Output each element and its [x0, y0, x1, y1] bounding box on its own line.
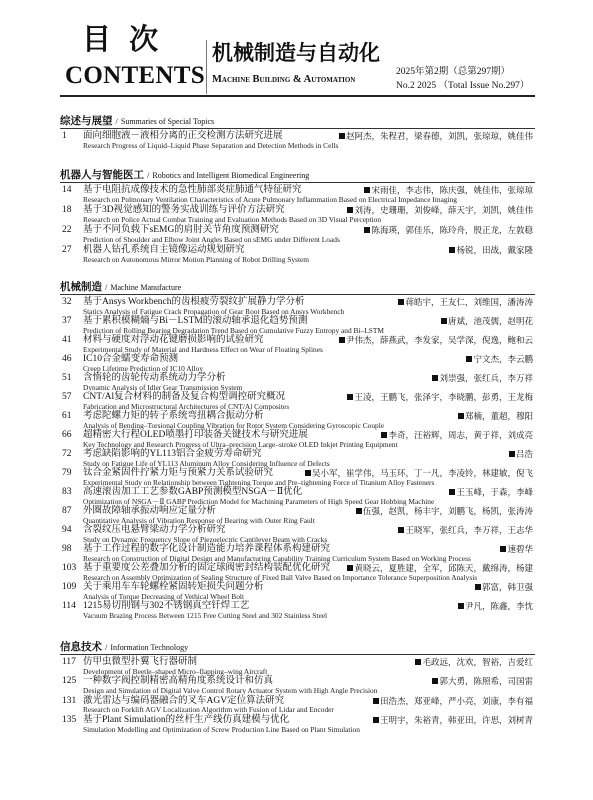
entry-authors: 赵阿杰，朱程君，梁春德，刘凯，张琼琼，姚佳伟	[345, 131, 533, 141]
section-heading	[60, 639, 535, 655]
page-number: 46	[62, 354, 72, 364]
toc-entry	[60, 316, 535, 335]
toc-entry	[60, 373, 535, 392]
entry-list	[60, 295, 535, 620]
entry-authors-block	[364, 225, 533, 236]
entry-line-cn	[60, 411, 535, 422]
author-marker-icon	[347, 207, 353, 213]
entry-title-en: Simulation Modelling and Optimization of Screw Production Line Based on Plant Simulation	[83, 724, 360, 734]
toc-entry	[60, 335, 535, 354]
entry-line-cn	[60, 563, 535, 574]
section-title-cn: 机器人与智能医工	[60, 169, 144, 181]
entry-title-en: Development of Beetle–shaped Micro–flapping–wing Aircraft	[83, 666, 268, 676]
entry-authors: 黄晓云，夏胜建，全军，邱陈天，戴绵涛，杨建	[354, 563, 533, 573]
toc-entry	[60, 131, 535, 150]
author-marker-icon	[339, 133, 345, 139]
section-title-cn: 机械制造	[60, 281, 102, 293]
issue-info-cn: 2025年第2期（总第297期）	[396, 67, 511, 77]
entry-title-en: Study on Fatigue Life of YL113 Aluminum Alloy Considering Influence of Defects	[83, 458, 330, 468]
entry-authors-block	[347, 392, 533, 403]
toc-entry	[60, 468, 535, 487]
page-number: 125	[62, 676, 77, 687]
entry-line-cn	[60, 205, 535, 216]
page-number: 18	[62, 205, 72, 215]
author-marker-icon	[449, 247, 455, 253]
entry-title-cn: 一种数字阀控制精密高精角度系统设计和仿真	[83, 676, 274, 687]
entry-authors-block	[458, 411, 533, 422]
entry-title-en: Creep Lifetime Prediction of IC10 Alloy	[83, 363, 204, 373]
entry-authors-block	[339, 131, 533, 142]
entry-line-cn	[60, 373, 535, 384]
entry-title-en: Research on Construction of Digital Design and Manufacturing Capability Training Curriculum System Based on Working Process	[83, 553, 471, 563]
entry-line-cn	[60, 354, 535, 365]
entry-title-cn: 激光雷达与编码器融合的叉车AGV定位算法研究	[83, 695, 285, 706]
author-marker-icon	[432, 678, 438, 684]
page-number: 61	[62, 411, 72, 421]
toc-entry	[60, 411, 535, 430]
toc-entry	[60, 487, 535, 506]
entry-title-cn: 关于乘用车车轮螺栓紧固转矩损失问题分析	[83, 582, 264, 592]
author-marker-icon	[458, 413, 464, 419]
section-heading	[60, 113, 535, 129]
toc-section	[60, 113, 535, 150]
entry-title-cn: 材料与硬度对浮动花键磨损影响的试验研究	[83, 335, 264, 345]
entry-title-en: Design and Simulation of Digital Valve Control Rotary Actuator System with High Angle Precision	[83, 685, 378, 695]
section-separator: /	[105, 642, 108, 652]
entry-line-cn	[60, 335, 535, 346]
entry-authors-block	[449, 245, 533, 256]
entry-authors: 刘涛，史珊珊，刘俊峰，薛天宇，刘凯，姚佳伟	[354, 205, 533, 215]
page-number: 117	[62, 657, 76, 667]
entry-authors: 王明宇，朱裕青，韩亚田，许思，刘树青	[379, 715, 533, 726]
entry-title-en: Research on Pulmonary Ventilation Characteristics of Acute Pulmonary Inflammation Based on Electrical Impedance Imaging	[83, 194, 458, 204]
entry-title-en: Statics Analysis of Fatigue Crack Propagation of Gear Root Based on Ansys Workbench	[83, 306, 345, 316]
entry-title-en: Research Progress of Liquid–Liquid Phase Separation and Detection Methods in Cells	[83, 140, 339, 150]
entry-authors: 李奇，汪裕辉，周志，黄于祥，刘成亮	[388, 430, 533, 440]
author-marker-icon	[381, 432, 387, 438]
author-marker-icon	[356, 508, 362, 514]
entry-line-cn	[60, 449, 535, 460]
entry-line-cn	[60, 525, 535, 536]
toc-entry	[60, 225, 535, 245]
page-number: 41	[62, 335, 72, 345]
page-number: 51	[62, 373, 72, 383]
entry-authors: 郭大勇，陈照希，司国雷	[439, 676, 533, 687]
entry-authors: 陈海瑛，郭佳乐，陈玲舟，殷正龙，左敦稳	[371, 225, 533, 235]
toc-entry	[60, 506, 535, 525]
entry-line-cn	[60, 245, 535, 256]
page-number: 135	[62, 715, 77, 726]
author-marker-icon	[364, 187, 370, 193]
entry-title-cn: 面向细胞液－液相分离的正交检测方法研究进展	[83, 131, 283, 141]
entry-title-cn: 超精密大行程OLED喷墨打印装备关键技术与研究进展	[83, 430, 308, 440]
section-separator: /	[105, 282, 108, 292]
entry-line-cn	[60, 582, 535, 593]
entry-line-cn	[60, 392, 535, 403]
entry-authors: 吕浩	[515, 449, 533, 459]
toc-entry	[60, 676, 535, 695]
entry-title-en: Analysis of Torque Decreasing of Vethical Wheel Bolt	[83, 591, 245, 601]
page-number: 32	[62, 297, 72, 307]
author-marker-icon	[373, 717, 379, 723]
entry-authors-block	[458, 601, 533, 612]
toc-entry	[60, 185, 535, 205]
entry-authors-block	[398, 525, 533, 536]
page-number: 22	[62, 225, 72, 235]
entry-authors-block	[347, 563, 533, 574]
section-title-en: Machine Manufacture	[110, 283, 182, 292]
toc-entry	[60, 354, 535, 373]
entry-list	[60, 183, 535, 265]
page-number: 83	[62, 487, 72, 497]
author-marker-icon	[347, 394, 353, 400]
section-title-en: Information Technology	[110, 643, 189, 652]
section-separator: /	[147, 170, 150, 180]
journal-name-cn: 机械制造与自动化	[212, 41, 380, 65]
author-marker-icon	[449, 489, 455, 495]
toc-entry	[60, 297, 535, 316]
entry-authors: 田浩杰，郑亚峰，严小亮，刘康，李有福	[379, 695, 533, 706]
entry-title-cn: 基于Plant Simulation的丝杆生产线仿真建模与优化	[83, 715, 290, 726]
entry-title-cn: 基于工作过程的数字化设计制造能力培养课程体系构建研究	[83, 544, 331, 554]
entry-line-cn	[60, 601, 535, 612]
page-number: 98	[62, 544, 72, 554]
entry-title-cn: 考虑缺陷影响的YL113铝合金疲劳寿命研究	[83, 449, 262, 459]
entry-line-cn	[60, 430, 535, 441]
entry-authors: 王晓军，张红兵，李万祥，王志华	[405, 525, 533, 535]
entry-authors-block	[347, 205, 533, 216]
toc-entry	[60, 544, 535, 563]
toc-section	[60, 279, 535, 620]
toc-entry	[60, 582, 535, 601]
page-number: 1	[62, 131, 67, 141]
author-marker-icon	[441, 318, 447, 324]
page-number: 94	[62, 525, 72, 535]
entry-authors: 王凌，王鹏飞，张泽宇，李晓鹏，彭勇，王龙梅	[354, 392, 533, 402]
author-marker-icon	[509, 451, 515, 457]
entry-authors: 宁文杰，李云鹏	[473, 354, 533, 364]
entry-authors-block	[305, 468, 533, 479]
entry-line-cn	[60, 715, 535, 726]
entry-title-en: Study on Dynamic Frequency Slope of Piezoelectric Cantilever Beam with Cracks	[83, 534, 328, 544]
page-number: 109	[62, 582, 77, 592]
entry-authors-block	[475, 582, 533, 593]
entry-title-en: Quantitative Analysis of Vibration Response of Bearing with Outer Ring Fault	[83, 515, 315, 525]
entry-line-cn	[60, 225, 535, 236]
entry-line-cn	[60, 487, 535, 498]
entry-title-cn: 基于不同负载下sEMG的肩肘关节角度预测研究	[83, 225, 279, 235]
entry-title-en: Research on Forklift AGV Localization Algorithm with Fusion of Lidar and Encoder	[83, 705, 334, 715]
page-number: 87	[62, 506, 72, 516]
entry-line-cn	[60, 676, 535, 687]
page-number: 114	[62, 601, 76, 611]
author-marker-icon	[305, 470, 311, 476]
page-number: 14	[62, 185, 72, 195]
author-marker-icon	[339, 337, 345, 343]
entry-authors-block	[432, 373, 533, 384]
author-marker-icon	[398, 527, 404, 533]
toc-entry	[60, 392, 535, 411]
entry-line-cn	[60, 506, 535, 517]
entry-title-cn: 机器人钻孔系统自主镜像运动规划研究	[83, 245, 245, 255]
entry-title-cn: 基于Ansys Workbench的齿根疲劳裂纹扩展静力学分析	[83, 297, 305, 307]
section-title-en: Summaries of Special Topics	[120, 117, 215, 126]
entry-authors-block	[381, 430, 533, 441]
entry-title-en: Prediction of Shoulder and Elbow Joint Angles Based on sEMG under Different Loads	[83, 234, 340, 244]
entry-authors: 毛政远，沈欢，智裕，吉爱红	[422, 657, 533, 667]
entry-authors-block	[432, 676, 533, 687]
entry-authors-block	[373, 696, 533, 707]
entry-authors-block	[466, 354, 533, 365]
author-marker-icon	[432, 375, 438, 381]
entry-authors: 杨锐，田战，戴家隆	[456, 245, 533, 255]
entry-authors: 尹伟杰，薛燕武，李发家，吴学深，倪逸，鲍和云	[345, 335, 533, 345]
author-marker-icon	[398, 299, 404, 305]
entry-title-cn: CNT/Al复合材料的制备及复合构型调控研究概况	[83, 392, 286, 402]
author-marker-icon	[415, 659, 421, 665]
section-title-cn: 综述与展望	[60, 115, 113, 127]
author-marker-icon	[475, 584, 481, 590]
toc-entry	[60, 449, 535, 468]
author-marker-icon	[373, 698, 379, 704]
page-number: 79	[62, 468, 72, 478]
toc-entry	[60, 657, 535, 676]
entry-authors: 唐斌，池茂儒，赵明花	[447, 316, 533, 326]
entry-title-en: Optimization of NSGA－Ⅱ GABP Prediction Model for Machining Parameters of High Speed Gear Hobbing Machine	[83, 496, 435, 506]
entry-list	[60, 129, 535, 150]
entry-authors-block	[449, 487, 533, 498]
entry-authors: 郭富，韩卫强	[481, 582, 533, 592]
page-number: 103	[62, 563, 77, 573]
entry-line-cn	[60, 297, 535, 308]
entry-title-cn: 1215易切削钢与302不锈钢真空钎焊工艺	[83, 601, 250, 611]
toc-entry	[60, 205, 535, 225]
toc-entry	[60, 715, 535, 734]
page-number: 37	[62, 316, 72, 326]
entry-line-cn	[60, 468, 535, 479]
section-separator: /	[115, 116, 118, 126]
entry-authors: 宋雨佳，李志伟，陈庆强，姚佳伟，张琼琼	[371, 185, 533, 195]
entry-line-cn	[60, 696, 535, 707]
page-number: 27	[62, 245, 72, 255]
entry-title-cn: 高速滚齿加工工艺参数GABP预测模型NSGA－Ⅱ优化	[83, 487, 303, 497]
toc-entry	[60, 245, 535, 265]
entry-list	[60, 655, 535, 735]
entry-authors: 郑楠，董超，穆阳	[464, 411, 533, 421]
author-marker-icon	[347, 565, 353, 571]
entry-line-cn	[60, 544, 535, 555]
page-number: 66	[62, 430, 72, 440]
entry-authors: 伍强，赵凯，杨丰宇，刘鹏飞，杨凯，张涛涛	[362, 506, 533, 516]
entry-title-cn: 考虑陀螺力矩的转子系统弯扭耦合振动分析	[83, 411, 264, 421]
entry-authors-block	[441, 316, 533, 327]
toc-entry	[60, 696, 535, 715]
entry-title-cn: 含裂纹压电悬臂梁动力学分析研究	[83, 525, 226, 535]
entry-line-cn	[60, 131, 535, 142]
toc-entry	[60, 430, 535, 449]
entry-authors: 速碧华	[507, 544, 533, 554]
issue-info-en: No.2 2025 （Total Issue No.297）	[396, 81, 530, 91]
entry-authors: 尹凡，陈鑫，李忱	[464, 601, 533, 611]
entry-authors: 刘崇强，张红兵，李万祥	[439, 373, 533, 383]
page-number: 72	[62, 449, 72, 459]
entry-title-en: Vacuum Brazing Process Between 1215 Free Cutting Steel and 302 Stainless Steel	[83, 610, 328, 620]
author-marker-icon	[466, 356, 472, 362]
entry-title-cn: 基于电阻抗成像技术的急性肺部炎症肺通气特征研究	[83, 185, 302, 195]
section-title-cn: 信息技术	[60, 641, 102, 653]
toc-entry	[60, 525, 535, 544]
entry-line-cn	[60, 657, 535, 668]
entry-authors-block	[500, 544, 533, 555]
section-heading	[60, 279, 535, 295]
entry-title-en: Research on Police Actual Combat Training and Evaluation Methods Based on 3D Visual Perception	[83, 214, 382, 224]
entry-title-en: Research on Autonomous Mirror Motion Planning of Robot Drilling System	[83, 254, 310, 264]
entry-title-en: Prediction of Rolling Bearing Degradation Trend Based on Cumulative Fuzzy Entropy and Bi–LSTM	[83, 325, 384, 335]
entry-authors-block	[509, 449, 533, 460]
entry-title-en: Fabrication and Microstructural Architectures of CNT/Al Composites	[83, 401, 290, 411]
author-marker-icon	[364, 227, 370, 233]
contents-title-en: CONTENTS	[65, 62, 205, 89]
author-marker-icon	[500, 546, 506, 552]
section-heading	[60, 167, 535, 183]
entry-title-cn: 基于累积模糊熵与Bi－LSTM的滚动轴承退化趋势预测	[83, 316, 308, 326]
entry-title-cn: 基于重要度公差叠加分析的固定球阀密封结构装配优化研究	[83, 563, 331, 573]
entry-title-cn: 基于3D视觉感知的警务实战训练与评价方法研究	[83, 205, 285, 215]
entry-authors-block	[339, 335, 533, 346]
entry-authors: 蒋皓宇，王友仁，刘维国，潘涛涛	[405, 297, 533, 307]
entry-title-cn: 仿甲虫微型扑翼飞行器研制	[83, 657, 198, 667]
entry-title-cn: IC10合金蠕变寿命预测	[83, 354, 179, 364]
toc-entry	[60, 563, 535, 582]
entry-title-en: Key Technology and Research Progress of Ultra–precision Large–stroke OLED Inkjet Printing Equipment	[83, 439, 398, 449]
page-number: 131	[62, 695, 77, 706]
entry-title-cn: 钛合金紧固件拧紧力矩与预紧力关系试验研究	[83, 468, 274, 478]
entry-title-en: Research on Assembly Optimization of Sealing Structure of Fixed Ball Valve Based on Importance Tolerance Superposition Analysis	[83, 572, 478, 582]
entry-authors: 王玉峰，于森，李峰	[456, 487, 533, 497]
toc-section	[60, 639, 535, 735]
entry-authors-block	[356, 506, 533, 517]
entry-authors-block	[364, 185, 533, 196]
entry-line-cn	[60, 185, 535, 196]
entry-authors-block	[398, 297, 533, 308]
section-title-en: Robotics and Intelligent Biomedical Engineering	[152, 171, 310, 180]
entry-authors-block	[415, 657, 533, 668]
toc-entry	[60, 601, 535, 620]
entry-title-cn: 含惰轮的齿轮传动系统动力学分析	[83, 373, 226, 383]
entry-authors: 吴小军，崔学伟，马玉环，丁一凡，李凌铃，林建敏，倪飞	[311, 468, 533, 478]
entry-title-en: Experimental Study of Material and Hardness Effect on Wear of Floating Splines	[83, 344, 323, 354]
entry-title-en: Dynamic Analysis of Idler Gear Transmission System	[83, 382, 243, 392]
journal-name-en: Machine Building & Automation	[212, 74, 356, 85]
entry-authors-block	[373, 715, 533, 726]
entry-title-en: Experimental Study on Relationship between Tightening Torque and Pre–tightening Force of Titanium Alloy Fasteners	[83, 477, 435, 487]
toc-section	[60, 167, 535, 265]
page-number: 57	[62, 392, 72, 402]
contents-title-cn: 目 次	[82, 22, 163, 56]
entry-title-en: Analysis of Bending–Torsional Coupling Vibration for Rotor System Considering Gyroscopic Couple	[83, 420, 385, 430]
entry-line-cn	[60, 316, 535, 327]
author-marker-icon	[458, 603, 464, 609]
entry-title-cn: 外圈故障轴承振动响应定量分析	[83, 506, 217, 516]
